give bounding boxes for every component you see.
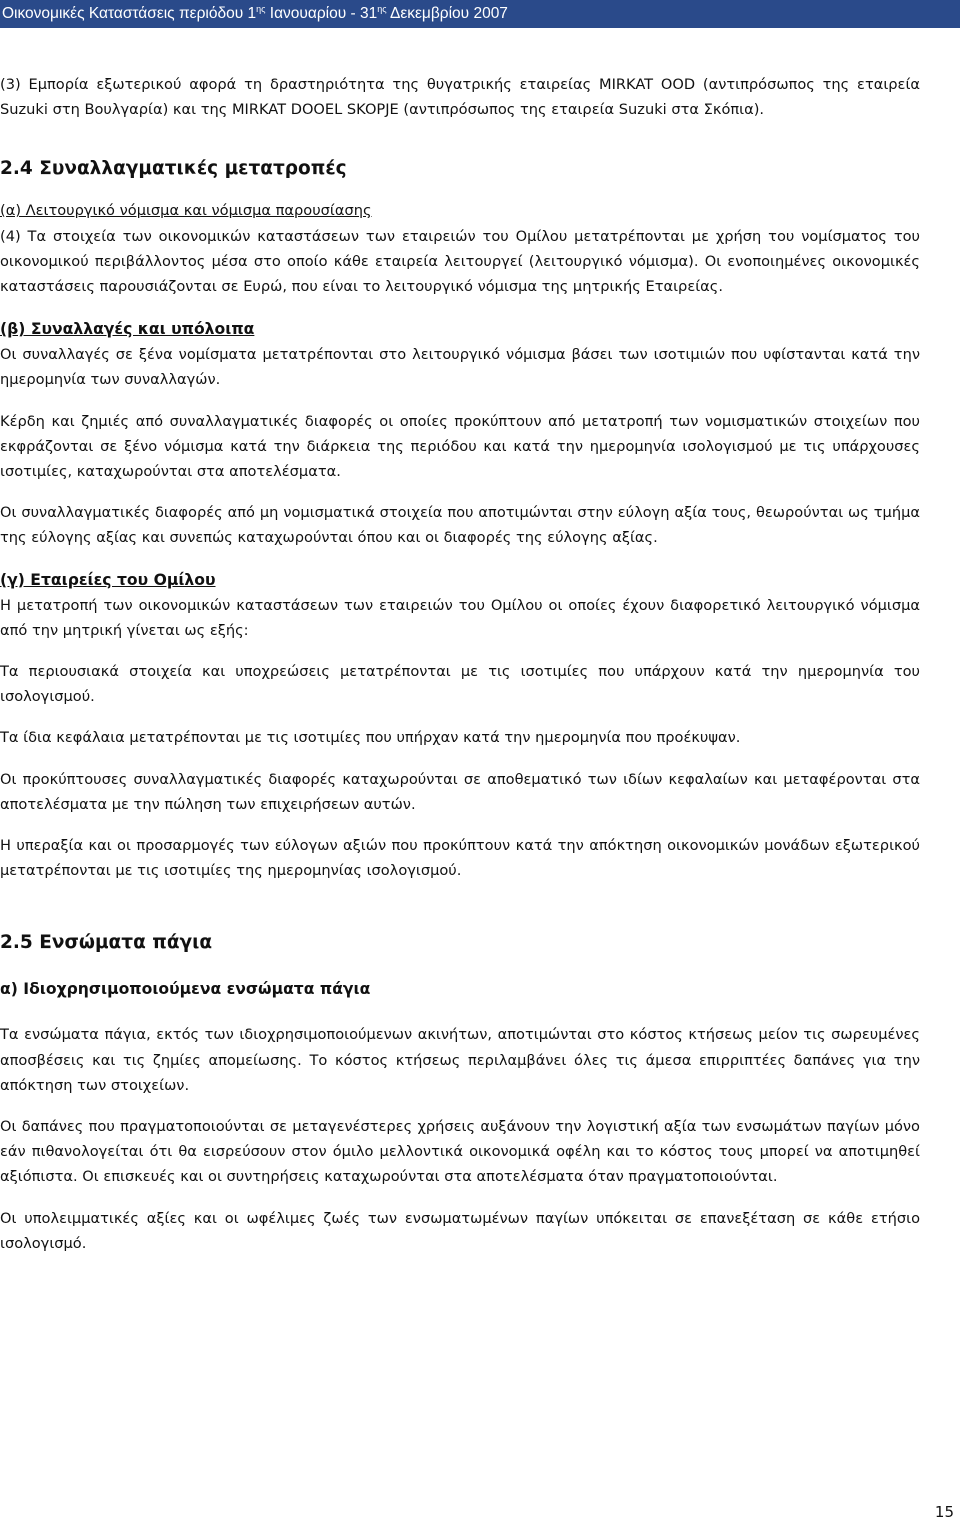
- paragraph-functional-currency: (4) Τα στοιχεία των οικονομικών καταστάσεων των εταιρειών του Ομίλου μετατρέπονται με χρήση του νομίσματος του οικονομικού περιβάλλοντος μέσα στο οποίο κάθε εταιρεία λειτουργεί (λειτουργικό νόμισμα). Οι ενοποιημένες οικονομικές καταστάσεις παρουσιάζονται σε Ευρώ, που είναι το λειτουργικό νόμισμα της μητρικής Εταιρείας.: [0, 227, 920, 296]
- paragraph-group-companies-1: Η μετατροπή των οικονομικών καταστάσεων των εταιρειών του Ομίλου οι οποίες έχουν διαφορετικό λειτουργικό νόμισμα από την μητρική γίνεται ως εξής:: [0, 596, 920, 639]
- paragraph-fixed-assets-3: Οι υπολειμματικές αξίες και οι ωφέλιμες ζωές των ενσωματωμένων παγίων υπόκειται σε επανεξέταση σε κάθε ετήσιο ισολογισμό.: [0, 1209, 920, 1252]
- header-ordinal-suffix-1: ης: [256, 4, 266, 14]
- paragraph-group-companies-4: Οι προκύπτουσες συναλλαγματικές διαφορές καταχωρούνται σε αποθεματικό των ιδίων κεφαλαίων και μεταφέρονται στα αποτελέσματα με την πώληση των επιχειρήσεων αυτών.: [0, 770, 920, 813]
- paragraph-transactions-3: Οι συναλλαγματικές διαφορές από μη νομισματικά στοιχεία που αποτιμώνται στην εύλογη αξία τους, θεωρούνται ως τμήμα της εύλογης αξίας και συνεπώς καταχωρούνται όπου και οι διαφορές της εύλογης αξίας.: [0, 504, 920, 547]
- paragraph-fixed-assets-1: Τα ενσώματα πάγια, εκτός των ιδιοχρησιμοποιούμενων ακινήτων, αποτιμώνται στο κόστος κτήσεως μείον τις σωρευμένες αποσβέσεις και τις ζημίες απομείωσης. Το κόστος κτήσεως περιλαμβάνει όλες τις άμεσα επιρριπτέες δαπάνες για την απόκτηση των στοιχείων.: [0, 1026, 920, 1094]
- section-heading-2-5: 2.5 Ενσώματα πάγια: [0, 932, 213, 954]
- subheading-owner-occupied-assets: α) Ιδιοχρησιμοποιούμενα ενσώματα πάγια: [0, 980, 371, 999]
- header-ordinal-suffix-2: ης: [377, 4, 387, 14]
- document-running-header: [0, 0, 960, 28]
- paragraph-transactions-2: Κέρδη και ζημιές από συναλλαγματικές διαφορές οι οποίες προκύπτουν από μετατροπή των νομισματικών στοιχείων που εκφράζονται σε ξένο νόμισμα κατά την διάρκεια της περιόδου και κατά την ημερομηνία ισολογισμού με τις υπάρχουσες ισοτιμίες, καταχωρούνται στα αποτελέσματα.: [0, 412, 920, 481]
- paragraph-transactions-1: Οι συναλλαγές σε ξένα νομίσματα μετατρέπονται στο λειτουργικό νόμισμα βάσει των ισοτιμιών που υφίστανται κατά την ημερομηνία των συναλλαγών.: [0, 346, 920, 389]
- paragraph-intro: (3) Εμπορία εξωτερικού αφορά τη δραστηριότητα της θυγατρικής εταιρείας MIRKAT OOD (αντιπρόσωπος της εταιρεία Suzuki στη Βουλγαρία) και της MIRKAT DOOEL SKOPJE (αντιπρόσωπος της εταιρεία Suzuki στα Σκόπια).: [0, 76, 920, 119]
- subheading-transactions-balances: (β) Συναλλαγές και υπόλοιπα: [0, 320, 255, 339]
- paragraph-group-companies-3: Τα ίδια κεφάλαια μετατρέπονται με τις ισοτιμίες που υπήρχαν κατά την ημερομηνία που προέκυψαν.: [0, 729, 741, 747]
- paragraph-fixed-assets-2: Οι δαπάνες που πραγματοποιούνται σε μεταγενέστερες χρήσεις αυξάνουν την λογιστική αξία των ενσωμάτων παγίων μόνο εάν πιθανολογείται ότι θα εισρεύσουν στον όμιλο μελλοντικά οικονομικά οφέλη και το κόστος τους μπορεί να αποτιμηθεί αξιόπιστα. Οι επισκευές και οι συντηρήσεις καταχωρούνται στα αποτελέσματα όταν πραγματοποιούνται.: [0, 1118, 920, 1186]
- paragraph-group-companies-5: Η υπεραξία και οι προσαρμογές των εύλογων αξιών που προκύπτουν κατά την απόκτηση οικονομικών μονάδων εξωτερικού μετατρέπονται με τις ισοτιμίες της ημερομηνίας ισολογισμού.: [0, 837, 920, 880]
- section-heading-2-4: 2.4 Συναλλαγματικές μετατροπές: [0, 158, 347, 180]
- page-number: 15: [934, 1503, 954, 1521]
- paragraph-group-companies-2: Τα περιουσιακά στοιχεία και υποχρεώσεις μετατρέπονται με τις ισοτιμίες που υπάρχουν κατά την ημερομηνία του ισολογισμού.: [0, 663, 920, 706]
- subheading-group-companies: (γ) Εταιρείες του Ομίλου: [0, 570, 216, 589]
- header-title-part2: Ιανουαρίου - 31: [265, 5, 378, 22]
- subheading-functional-currency: (α) Λειτουργικό νόμισμα και νόμισμα παρουσίασης: [0, 202, 372, 220]
- header-title-part3: Δεκεμβρίου 2007: [386, 5, 508, 22]
- header-title-part1: Οικονομικές Καταστάσεις περιόδου 1: [2, 5, 257, 22]
- document-body: [0, 72, 920, 1256]
